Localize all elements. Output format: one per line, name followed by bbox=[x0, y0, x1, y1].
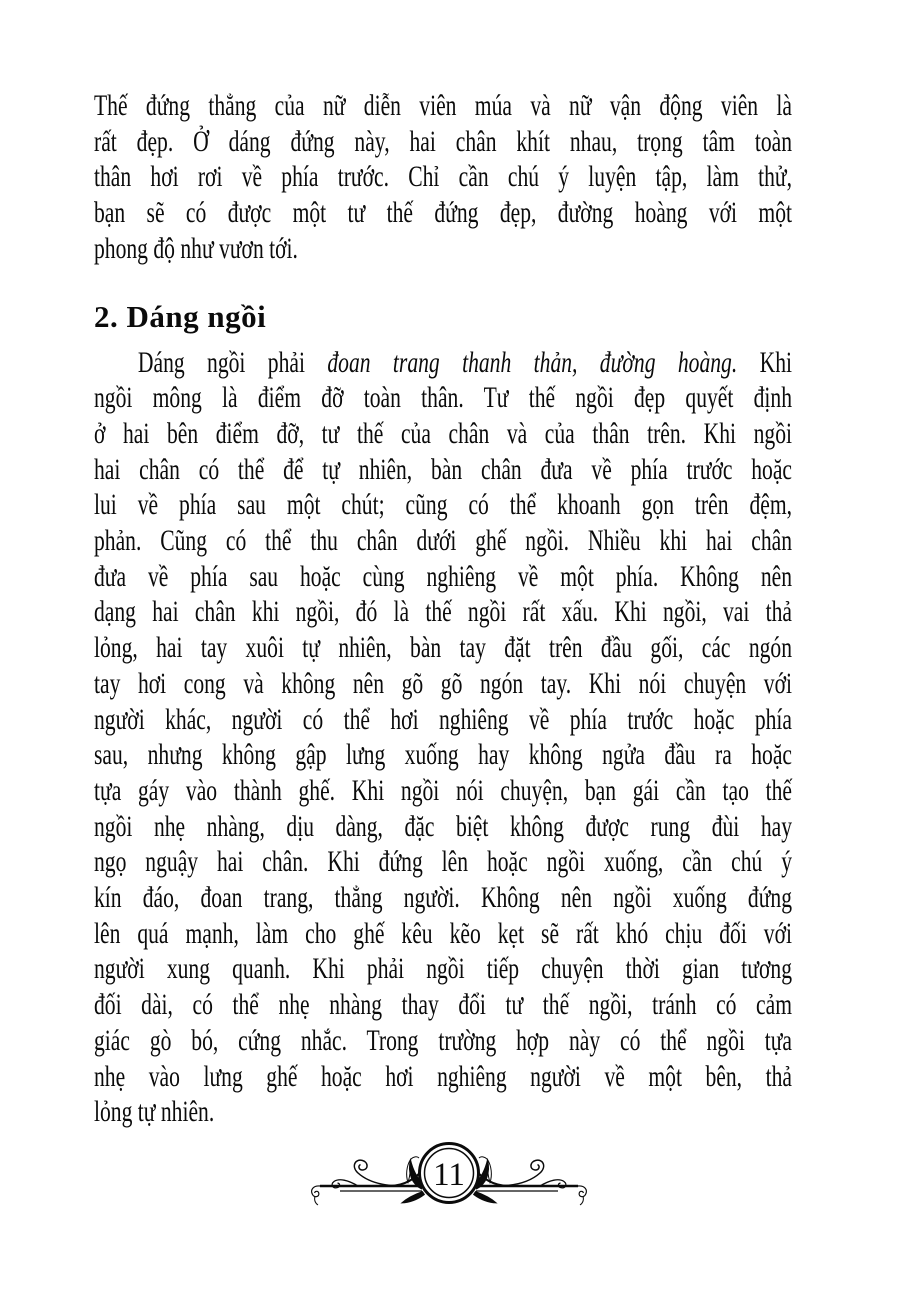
text-line: ngồi nhẹ nhàng, dịu dàng, đặc biệt không được rung đùi hay bbox=[94, 809, 793, 843]
text-line: dạng hai chân khi ngồi, đó là thế ngồi rất xấu. Khi ngồi, vai thả bbox=[94, 595, 793, 629]
flourish-left bbox=[311, 1157, 427, 1205]
text-line: lỏng tự nhiên. bbox=[94, 1095, 215, 1129]
page-number: 11 bbox=[432, 1157, 465, 1193]
paragraph-sitting bbox=[94, 345, 792, 1130]
page-footer bbox=[0, 1140, 897, 1224]
text-line: lui về phía sau một chút; cũng có thể khoanh gọn trên đệm, bbox=[94, 488, 793, 522]
text-line: đối dài, có thể nhẹ nhàng thay đổi tư thế ngồi, tránh có cảm bbox=[94, 988, 793, 1022]
footer-ornament bbox=[306, 1140, 592, 1224]
text-line: hai chân có thể để tự nhiên, bàn chân đưa về phía trước hoặc bbox=[94, 452, 793, 486]
text-line: nhẹ vào lưng ghế hoặc hơi nghiêng người về một bên, thả bbox=[94, 1059, 793, 1093]
text-line: giác gò bó, cứng nhắc. Trong trường hợp này có thể ngồi tựa bbox=[94, 1023, 793, 1057]
text-line: phong độ như vươn tới. bbox=[94, 231, 298, 265]
text-line: tựa gáy vào thành ghế. Khi ngồi nói chuyện, bạn gái cần tạo thế bbox=[94, 773, 793, 807]
text-line: kín đáo, đoan trang, thẳng người. Không nên ngồi xuống đứng bbox=[94, 881, 793, 915]
text-line: thân hơi rơi về phía trước. Chỉ cần chú ý luyện tập, làm thử, bbox=[94, 160, 793, 194]
text-line: ngọ nguậy hai chân. Khi đứng lên hoặc ngồi xuống, cần chú ý bbox=[94, 845, 793, 879]
first-line-italic-phrase: đoan trang thanh thản, đường hoàng. bbox=[327, 345, 738, 379]
text-line: lỏng, hai tay xuôi tự nhiên, bàn tay đặt trên đầu gối, các ngón bbox=[94, 631, 793, 665]
text-line: tay hơi cong và không nên gõ gõ ngón tay. Khi nói chuyện với bbox=[94, 666, 793, 700]
text-line: đưa về phía sau hoặc cùng nghiêng về một phía. Không nên bbox=[94, 559, 793, 593]
text-line: người khác, người có thể hơi nghiêng về phía trước hoặc phía bbox=[94, 702, 793, 736]
section-heading: 2. Dáng ngồi bbox=[94, 298, 267, 334]
first-line-lead: Dáng ngồi phải bbox=[137, 345, 328, 379]
text-line: lên quá mạnh, làm cho ghế kêu kẽo kẹt sẽ rất khó chịu đối với bbox=[94, 916, 793, 950]
flourish-right bbox=[470, 1157, 586, 1205]
paragraph-sitting-first-line bbox=[94, 345, 792, 381]
text-line: ở hai bên điểm đỡ, tư thế của chân và của thân trên. Khi ngồi bbox=[94, 416, 793, 450]
text-line: phản. Cũng có thể thu chân dưới ghế ngồi. Nhiều khi hai chân bbox=[94, 524, 793, 558]
text-line: ngồi mông là điểm đỡ toàn thân. Tư thế ngồi đẹp quyết định bbox=[94, 381, 793, 415]
paragraph-standing bbox=[94, 88, 792, 267]
page-text bbox=[94, 88, 897, 1130]
text-line: Thế đứng thẳng của nữ diễn viên múa và nữ vận động viên là bbox=[94, 89, 793, 122]
text-line: người xung quanh. Khi phải ngồi tiếp chuyện thời gian tương bbox=[94, 952, 793, 986]
text-line: bạn sẽ có được một tư thế đứng đẹp, đường hoàng với một bbox=[94, 196, 793, 230]
text-line: rất đẹp. Ở dáng đứng này, hai chân khít nhau, trọng tâm toàn bbox=[94, 124, 793, 158]
paragraph-sitting-lines bbox=[94, 380, 792, 1130]
text-line: sau, nhưng không gập lưng xuống hay không ngửa đầu ra hoặc bbox=[94, 738, 793, 772]
first-line-tail: Khi bbox=[737, 345, 793, 379]
